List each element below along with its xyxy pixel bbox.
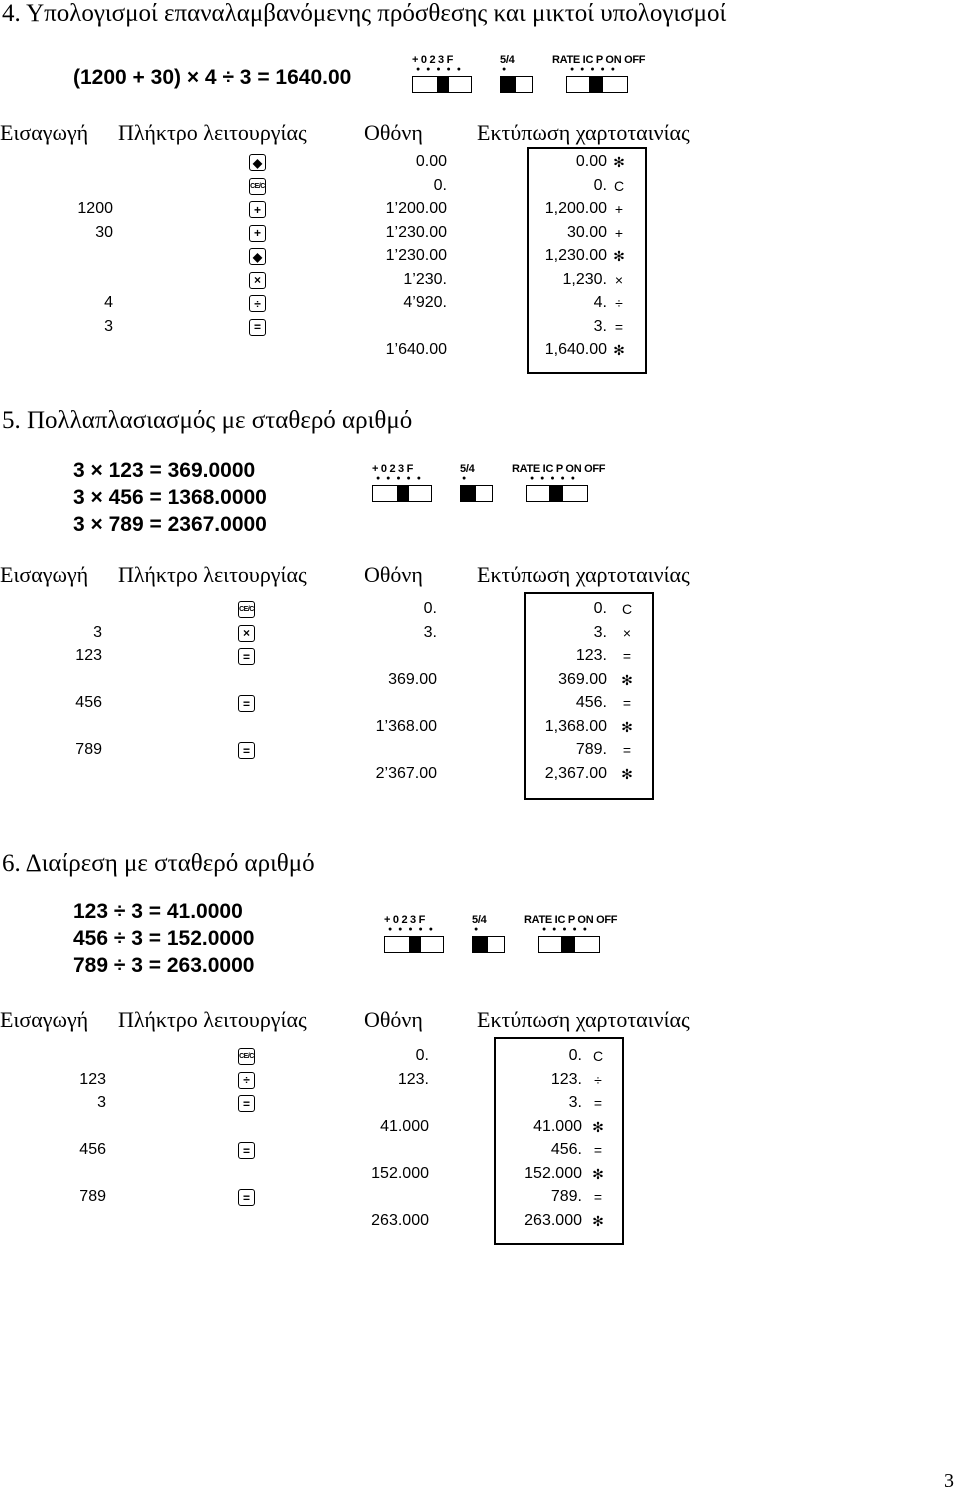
decimal-switch[interactable] bbox=[412, 76, 472, 93]
mode-switch-label: RATE IC P ON OFF bbox=[512, 463, 606, 475]
calculator-key: CE/C bbox=[249, 178, 266, 195]
calculator-key: = bbox=[238, 742, 255, 759]
equation: 456 ÷ 3 = 152.0000 bbox=[73, 927, 255, 950]
tape-value: 456. bbox=[575, 694, 607, 711]
tape-value: 3. bbox=[593, 317, 607, 335]
tape-symbol: C bbox=[621, 601, 633, 617]
calculator-key: CE/C bbox=[238, 601, 255, 618]
tape-value: 263.000 bbox=[524, 1211, 582, 1229]
tape-value: 3. bbox=[568, 1094, 582, 1111]
column-header-key: Πλήκτρο λειτουργίας bbox=[118, 1007, 307, 1032]
mode-switch-dots: ● ● ● ● ● bbox=[570, 66, 617, 73]
display-value: 152.000 bbox=[371, 1164, 429, 1182]
tape-value: 0. bbox=[593, 600, 607, 617]
round-switch[interactable] bbox=[500, 76, 533, 93]
equation: 3 × 456 = 1368.0000 bbox=[73, 486, 267, 509]
calculator-key: = bbox=[238, 648, 255, 665]
tape-symbol: = bbox=[593, 1189, 603, 1205]
input-value: 1200 bbox=[77, 200, 113, 217]
display-value: 263.000 bbox=[371, 1211, 429, 1229]
switch-knob bbox=[397, 486, 409, 501]
tape-value: 4. bbox=[593, 294, 607, 311]
calculator-key: = bbox=[238, 1142, 255, 1159]
input-value: 456 bbox=[79, 1141, 106, 1158]
tape-value: 1,230. bbox=[562, 270, 607, 288]
input-value: 3 bbox=[93, 623, 102, 641]
display-value: 1’200.00 bbox=[385, 200, 447, 217]
tape-value: 1,640.00 bbox=[544, 341, 607, 358]
equation: (1200 + 30) × 4 ÷ 3 = 1640.00 bbox=[73, 66, 352, 89]
round-switch-label: 5/4 bbox=[460, 463, 475, 475]
input-value: 3 bbox=[104, 317, 113, 335]
equation: 3 × 789 = 2367.0000 bbox=[73, 513, 267, 536]
switch-panel bbox=[372, 463, 606, 508]
round-switch[interactable] bbox=[472, 936, 505, 953]
tape-value: 0. bbox=[593, 176, 607, 194]
display-value: 0. bbox=[415, 1047, 429, 1064]
decimal-switch-label: + 0 2 3 F bbox=[384, 914, 426, 926]
tape-symbol: = bbox=[593, 1142, 603, 1158]
display-value: 1’230. bbox=[403, 270, 447, 288]
tape-value: 0. bbox=[568, 1047, 582, 1064]
section-title: 5. Πολλαπλασιασμός με σταθερό αριθμό bbox=[2, 407, 413, 434]
switch-knob bbox=[561, 937, 575, 952]
tape-value: 789. bbox=[575, 741, 607, 758]
tape-symbol: ✻ bbox=[613, 248, 625, 264]
decimal-switch-dots: ● ● ● ● ● bbox=[376, 475, 423, 482]
tape-symbol: = bbox=[622, 648, 632, 664]
tape-symbol: ✻ bbox=[621, 765, 633, 782]
decimal-switch-label: + 0 2 3 F bbox=[372, 463, 414, 475]
calculator-key: = bbox=[238, 1189, 255, 1206]
tape-symbol: ✻ bbox=[621, 718, 633, 735]
tape-value: 789. bbox=[550, 1188, 582, 1205]
calculator-key: × bbox=[238, 625, 255, 642]
switch-knob bbox=[501, 77, 516, 92]
column-header-key: Πλήκτρο λειτουργίας bbox=[118, 120, 307, 145]
equation: 789 ÷ 3 = 263.0000 bbox=[73, 954, 255, 977]
display-value: 2’367.00 bbox=[375, 764, 437, 782]
tape-symbol: C bbox=[592, 1048, 604, 1064]
input-value: 3 bbox=[97, 1094, 106, 1111]
calculator-key: ÷ bbox=[249, 295, 266, 312]
switch-panel bbox=[412, 54, 646, 99]
calculator-key: ◆ bbox=[249, 154, 266, 171]
display-value: 1’368.00 bbox=[375, 717, 437, 735]
column-header-input: Εισαγωγή bbox=[0, 1007, 89, 1032]
display-value: 369.00 bbox=[388, 670, 437, 688]
tape-symbol: × bbox=[614, 271, 624, 288]
input-value: 789 bbox=[75, 741, 102, 758]
tape-symbol: ✻ bbox=[592, 1118, 604, 1135]
switch-panel bbox=[384, 914, 618, 959]
display-value: 3. bbox=[423, 623, 437, 641]
calculator-key: = bbox=[238, 695, 255, 712]
calculator-key: + bbox=[249, 225, 266, 242]
tape-symbol: ÷ bbox=[615, 295, 623, 311]
tape-symbol: ✻ bbox=[613, 342, 625, 358]
mode-switch[interactable] bbox=[538, 936, 600, 953]
calculator-key: = bbox=[249, 319, 266, 336]
tape-value: 369.00 bbox=[558, 670, 607, 688]
switch-knob bbox=[409, 937, 421, 952]
calculator-key: = bbox=[238, 1095, 255, 1112]
display-value: 1’230.00 bbox=[385, 223, 447, 241]
input-value: 789 bbox=[79, 1188, 106, 1205]
tape-value: 3. bbox=[593, 623, 607, 641]
tape-symbol: = bbox=[622, 695, 632, 711]
tape-symbol: ✻ bbox=[613, 154, 625, 170]
tape-symbol: ÷ bbox=[594, 1071, 602, 1088]
input-value: 123 bbox=[75, 647, 102, 664]
display-value: 0. bbox=[433, 176, 447, 194]
display-value: 41.000 bbox=[380, 1117, 429, 1135]
mode-switch-label: RATE IC P ON OFF bbox=[524, 914, 618, 926]
display-value: 0.00 bbox=[415, 153, 447, 170]
input-value: 30 bbox=[95, 223, 113, 241]
equation: 3 × 123 = 369.0000 bbox=[73, 459, 256, 482]
calculator-key: × bbox=[249, 272, 266, 289]
tape-symbol: = bbox=[622, 742, 632, 758]
input-value: 4 bbox=[104, 294, 113, 311]
tape-value: 152.000 bbox=[524, 1164, 582, 1182]
tape-value: 41.000 bbox=[533, 1117, 582, 1135]
input-value: 456 bbox=[75, 694, 102, 711]
column-header-input: Εισαγωγή bbox=[0, 562, 89, 587]
switch-knob bbox=[437, 77, 449, 92]
tape-symbol: + bbox=[614, 201, 624, 217]
tape-symbol: ✻ bbox=[592, 1212, 604, 1229]
column-header-key: Πλήκτρο λειτουργίας bbox=[118, 562, 307, 587]
equation: 123 ÷ 3 = 41.0000 bbox=[73, 900, 243, 923]
tape-value: 1,200.00 bbox=[544, 200, 607, 217]
column-header-display: Οθόνη bbox=[364, 1007, 423, 1032]
column-header-display: Οθόνη bbox=[364, 120, 423, 145]
mode-switch[interactable] bbox=[566, 76, 628, 93]
decimal-switch-dots: ● ● ● ● ● bbox=[388, 926, 435, 933]
tape-symbol: × bbox=[622, 624, 632, 641]
display-value: 1’230.00 bbox=[385, 247, 447, 264]
calculator-key: ◆ bbox=[249, 248, 266, 265]
section-title: 4. Υπολογισμοί επαναλαμβανόμενης πρόσθεσης και μικτοί υπολογισμοί bbox=[2, 0, 727, 27]
round-switch-dots: ● bbox=[474, 926, 481, 933]
decimal-switch-label: + 0 2 3 F bbox=[412, 54, 454, 66]
column-header-tape: Εκτύπωση χαρτοταινίας bbox=[477, 120, 690, 145]
tape-value: 123. bbox=[550, 1070, 582, 1088]
tape-value: 30.00 bbox=[566, 223, 607, 241]
tape-value: 2,367.00 bbox=[544, 764, 607, 782]
switch-knob bbox=[549, 486, 563, 501]
calculator-key: + bbox=[249, 201, 266, 218]
switch-knob bbox=[589, 77, 603, 92]
display-value: 1’640.00 bbox=[385, 341, 447, 358]
page-number: 3 bbox=[944, 1470, 954, 1492]
column-header-tape: Εκτύπωση χαρτοταινίας bbox=[477, 1007, 690, 1032]
decimal-switch[interactable] bbox=[372, 485, 432, 502]
round-switch-dots: ● bbox=[502, 66, 509, 73]
tape-value: 123. bbox=[575, 647, 607, 664]
decimal-switch[interactable] bbox=[384, 936, 444, 953]
round-switch-dots: ● bbox=[462, 475, 469, 482]
input-value: 123 bbox=[79, 1070, 106, 1088]
round-switch-label: 5/4 bbox=[500, 54, 515, 66]
display-value: 123. bbox=[397, 1070, 429, 1088]
tape-value: 456. bbox=[550, 1141, 582, 1158]
decimal-switch-dots: ● ● ● ● ● bbox=[416, 66, 463, 73]
section-title: 6. Διαίρεση με σταθερό αριθμό bbox=[2, 850, 315, 877]
column-header-display: Οθόνη bbox=[364, 562, 423, 587]
mode-switch-dots: ● ● ● ● ● bbox=[542, 926, 589, 933]
switch-knob bbox=[473, 937, 488, 952]
tape-symbol: ✻ bbox=[621, 671, 633, 688]
tape-symbol: = bbox=[614, 318, 624, 335]
column-header-tape: Εκτύπωση χαρτοταινίας bbox=[477, 562, 690, 587]
mode-switch[interactable] bbox=[526, 485, 588, 502]
mode-switch-dots: ● ● ● ● ● bbox=[530, 475, 577, 482]
tape-symbol: + bbox=[614, 224, 624, 241]
column-header-input: Εισαγωγή bbox=[0, 120, 89, 145]
tape-symbol: = bbox=[593, 1095, 603, 1111]
switch-knob bbox=[461, 486, 476, 501]
calculator-key: CE/C bbox=[238, 1048, 255, 1065]
round-switch-label: 5/4 bbox=[472, 914, 487, 926]
display-value: 0. bbox=[423, 600, 437, 617]
calculator-key: ÷ bbox=[238, 1072, 255, 1089]
tape-value: 0.00 bbox=[575, 153, 607, 170]
mode-switch-label: RATE IC P ON OFF bbox=[552, 54, 646, 66]
tape-symbol: ✻ bbox=[592, 1165, 604, 1182]
display-value: 4’920. bbox=[403, 294, 447, 311]
round-switch[interactable] bbox=[460, 485, 493, 502]
tape-value: 1,368.00 bbox=[544, 717, 607, 735]
tape-symbol: C bbox=[613, 177, 625, 194]
tape-value: 1,230.00 bbox=[544, 247, 607, 264]
